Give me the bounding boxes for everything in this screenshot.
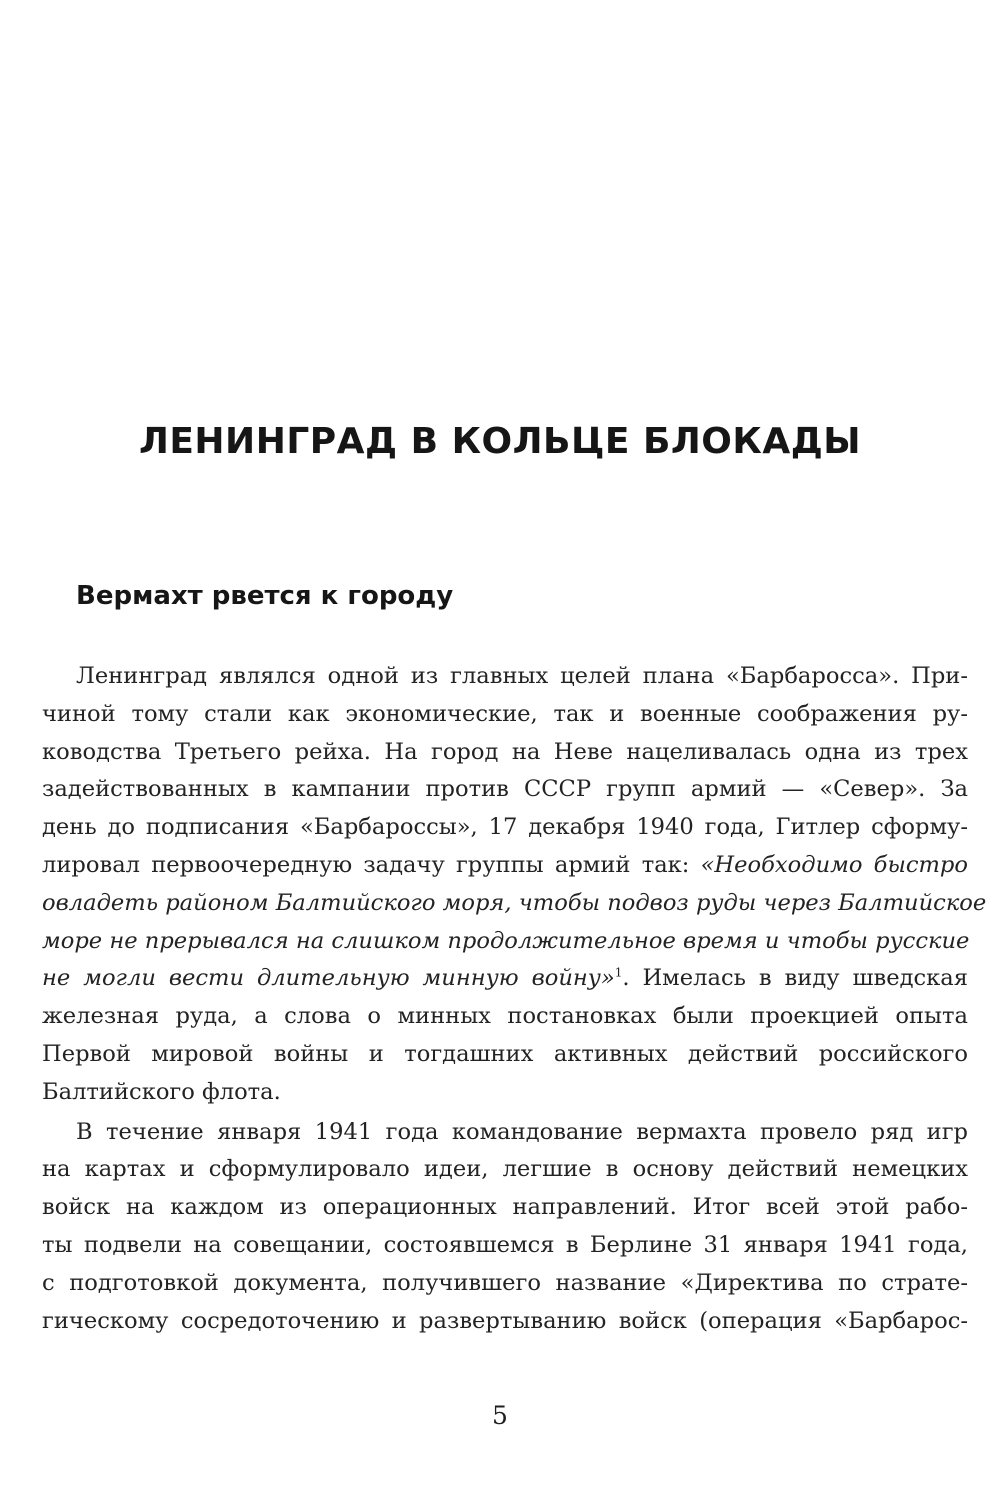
quote-line: овладеть районом Балтийского моря, чтобы подвоз руды через Балтийское (42, 889, 987, 916)
text-line: войск на каждом из операционных направлений. Итог всей этой рабо- (42, 1194, 968, 1221)
text-line: Балтийского флота. (42, 1078, 281, 1105)
text-line: задействованных в кампании против СССР групп армий — «Север». За (42, 776, 968, 803)
page-number: 5 (492, 1401, 508, 1430)
text-run: лировал первоочередную задачу группы армий так: (42, 851, 701, 878)
text-run: . Имелась в виду шведская (622, 965, 968, 992)
body-text (42, 658, 987, 1340)
text-line: Ленинград являлся одной из главных целей плана «Барбаросса». При- (76, 663, 968, 689)
text-line: гическому сосредоточению и развертыванию войск (операция «Барбарос- (42, 1307, 968, 1334)
text-line: ководства Третьего рейха. На город на Неве нацеливалась одна из трех (42, 738, 968, 765)
chapter-title: ЛЕНИНГРАД В КОЛЬЦЕ БЛОКАДЫ (138, 421, 862, 462)
text-line: В течение января 1941 года командование вермахта провело ряд игр (76, 1118, 968, 1145)
footnote-reference: 1 (614, 965, 623, 980)
paragraph (42, 1114, 968, 1341)
text-line: с подготовкой документа, получившего название «Директива по страте- (42, 1269, 968, 1296)
quote-text: «Необходимо быстро (700, 851, 968, 878)
text-line: железная руда, а слова о минных постановках были проекцией опыта (42, 1003, 968, 1030)
text-line (42, 960, 968, 998)
text-line: Первой мировой войны и тогдашних активных действий российского (42, 1040, 968, 1067)
section-title: Вермахт рвется к городу (76, 581, 454, 611)
paragraph (42, 658, 987, 1112)
text-line: на картах и сформулировало идеи, легшие в основу действий немецких (42, 1156, 968, 1183)
text-line (42, 847, 968, 885)
text-line: ты подвели на совещании, состоявшемся в Берлине 31 января 1941 года, (42, 1231, 968, 1258)
text-line: день до подписания «Барбароссы», 17 декабря 1940 года, Гитлер сформу- (42, 814, 968, 841)
quote-text: не могли вести длительную минную войну» (42, 965, 615, 992)
text-line: чиной тому стали как экономические, так и военные соображения ру- (42, 700, 968, 727)
quote-line: море не прерывался на слишком продолжительное время и чтобы русские (42, 927, 970, 954)
